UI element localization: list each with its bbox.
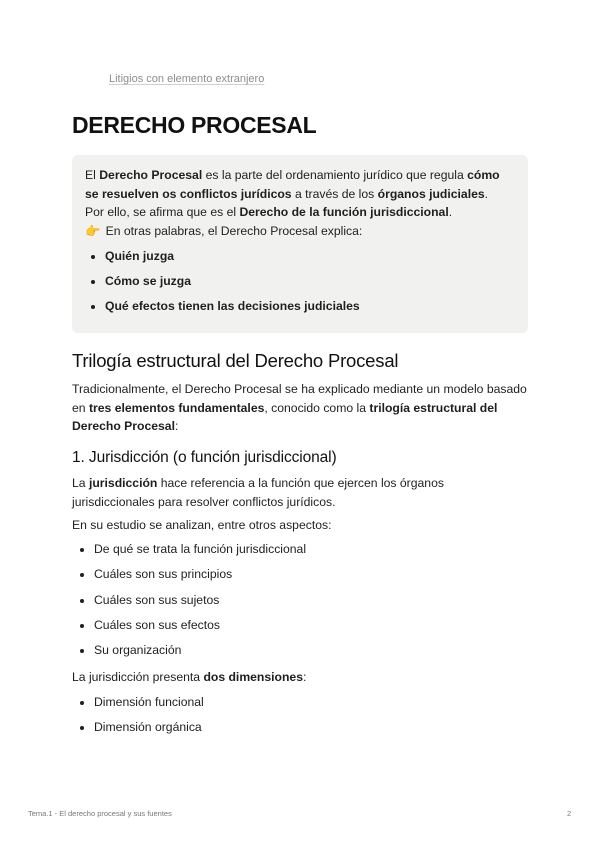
list-item: Cuáles son sus sujetos — [94, 588, 306, 613]
section-heading: Trilogía estructural del Derecho Procesal — [72, 350, 399, 371]
list-item: De qué se trata la función jurisdiccional — [94, 537, 306, 562]
callout-list — [85, 244, 514, 319]
aspects-list — [72, 537, 306, 663]
callout-paragraph-explains: 👉 En otras palabras, el Derecho Procesal explica: — [85, 223, 363, 238]
callout-list-item: Cómo se juzga — [105, 269, 514, 294]
footer-page-number: 2 — [567, 809, 572, 818]
list-item: Dimensión funcional — [94, 690, 204, 715]
list-item: Cuáles son sus principios — [94, 562, 306, 587]
page-title: DERECHO PROCESAL — [72, 112, 317, 138]
breadcrumb-link[interactable]: Litigios con elemento extranjero — [109, 73, 265, 85]
section-paragraph: Tradicionalmente, el Derecho Procesal se ha explicado mediante un modelo basado en tres elementos fundamentales, conocido como la trilogía estructural del Derecho Procesal: — [72, 382, 527, 433]
dimensions-list — [72, 690, 204, 741]
subsection-heading: 1. Jurisdicción (o función jurisdiccional) — [72, 449, 337, 466]
pointing-hand-icon: 👉 — [85, 223, 101, 238]
footer-document-title: Tema.1 - El derecho procesal y sus fuentes — [28, 809, 172, 818]
callout-box — [72, 155, 528, 333]
list-item: Cuáles son sus efectos — [94, 613, 306, 638]
callout-list-item: Qué efectos tienen las decisiones judiciales — [105, 294, 514, 319]
list-item: Dimensión orgánica — [94, 715, 204, 740]
list-item: Su organización — [94, 638, 306, 663]
callout-paragraph-function: Por ello, se afirma que es el Derecho de la función jurisdiccional. — [85, 205, 453, 219]
callout-list-item: Quién juzga — [105, 244, 514, 269]
jurisdiccion-definition: La jurisdicción hace referencia a la función que ejercen los órganos jurisdiccionales para resolver conflictos jurídicos. — [72, 476, 444, 509]
aspects-intro: En su estudio se analizan, entre otros aspectos: — [72, 518, 332, 532]
dimensions-intro: La jurisdicción presenta dos dimensiones: — [72, 670, 307, 684]
callout-paragraph-definition: El Derecho Procesal es la parte del ordenamiento jurídico que regula cómo se resuelven os conflictos jurídicos a través de los órganos judiciales. — [85, 168, 500, 201]
